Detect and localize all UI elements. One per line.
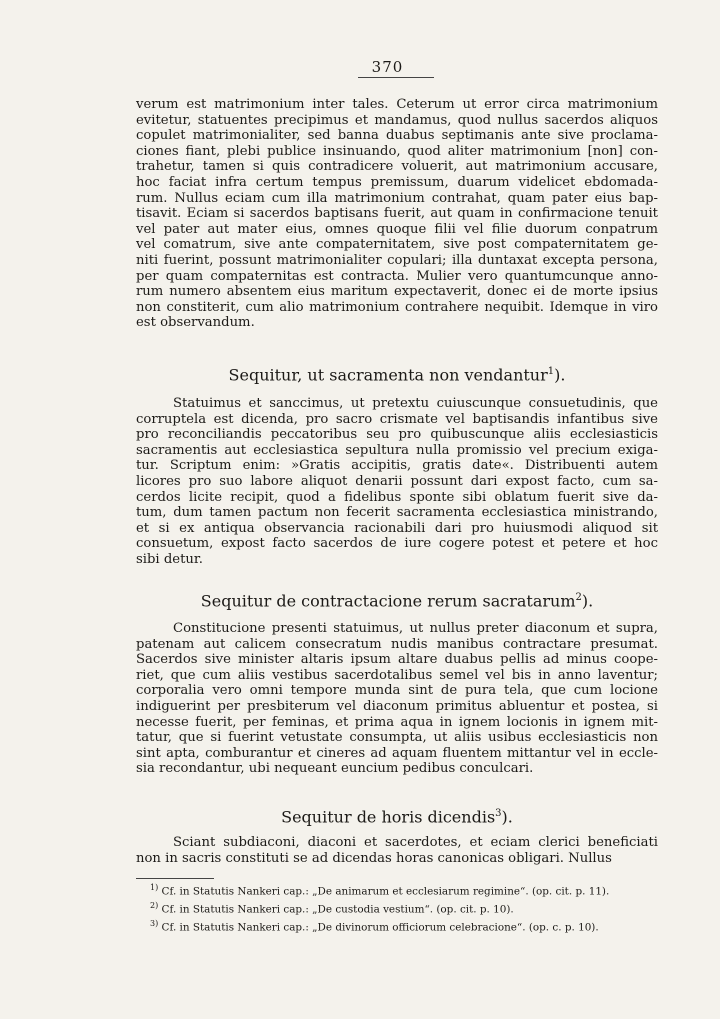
heading-horis-close: ). (501, 807, 513, 827)
footnote-mark: 2) (150, 901, 159, 911)
text-line: patenam aut calicem consecratum nudis manibus contractare presumat. (136, 636, 658, 652)
text-line: consuetum, expost facto sacerdos de iure cogere potest et petere et hoc (136, 536, 658, 552)
footnote-text: Cf. in Statutis Nankeri cap.: „De animarum et ecclesiarum regimine“. (op. cit. p. 11). (158, 885, 610, 898)
page-number-rule (358, 77, 434, 78)
footnote (150, 881, 670, 899)
heading-contractacione-close: ). (581, 591, 594, 611)
text-line: Constitucione presenti statuimus, ut nullus preter diaconum et supra, (173, 621, 658, 636)
footnote (150, 917, 670, 935)
text-line: rum. Nullus eciam cum illa matrimonium contrahat, quam pater eius bap- (136, 190, 658, 206)
text-line: copulet matrimonialiter, sed banna duabus septimanis ante sive proclama- (136, 128, 658, 144)
text-line: tur. Scriptum enim: »Gratis accipitis, gratis date«. Distribuenti autem (136, 458, 658, 474)
heading-sacramenta-close: ). (554, 365, 566, 385)
paragraph-contractacione (136, 621, 658, 777)
text-line: vel comatrum, sive ante compaternitatem, sive post compaternitatem ge- (136, 237, 658, 253)
heading-sacramenta-text: Sequitur, ut sacramenta non vendantur (228, 365, 548, 385)
footnote-text: Cf. in Statutis Nankeri cap.: „De divinorum officiorum celebracione“. (op. c. p. 10). (158, 921, 599, 934)
footnote (150, 899, 670, 917)
text-line: rum numero absentem eius maritum expectaverit, donec ei de morte ipsius (136, 284, 658, 300)
text-line: pro reconciliandis peccatoribus seu pro quibuscunque aliis ecclesiasticis (136, 427, 658, 443)
footnote-rule (136, 878, 214, 879)
text-line: riet, que cum aliis vestibus sacerdotalibus semel vel bis in anno laventur; (136, 667, 658, 683)
text-line: corporalia vero omni tempore munda sint de pura tela, que cum locione (136, 683, 658, 699)
text-line: non constiterit, cum alio matrimonium contrahere nequibit. Idemque in viro (136, 299, 658, 315)
text-line: et si ex antiqua observancia racionabili dari pro huiusmodi aliquod sit (136, 520, 658, 536)
text-line: tisavit. Eciam si sacerdos baptisans fuerit, aut quam in confirmacione tenuit (136, 206, 658, 222)
page-number: 370 (371, 58, 404, 76)
heading-contractacione-note: 2 (575, 592, 582, 603)
text-line: evitetur, statuentes precipimus et mandamus, quod nullus sacerdos aliquos (136, 112, 658, 128)
text-line: licores pro suo labore aliquot denarii possunt dari expost facto, cum sa- (136, 473, 658, 489)
paragraph-horis (136, 835, 658, 866)
text-line: cerdos licite recipit, quod a fidelibus sponte sibi oblatum fuerit sive da- (136, 489, 658, 505)
text-line: sacramentis aut ecclesiastica sepultura nulla promissio vel precium exiga- (136, 442, 658, 458)
heading-horis-text: Sequitur de horis dicendis (281, 807, 496, 827)
text-line: necesse fuerit, per feminas, et prima aqua in ignem locionis in ignem mit- (136, 714, 658, 730)
heading-contractacione (136, 588, 658, 611)
paragraph-marriage (136, 97, 658, 331)
text-line: tum, dum tamen pactum non fecerit sacramenta ecclesiastica ministrando, (136, 505, 658, 521)
footnote-mark: 3) (150, 919, 159, 929)
text-line: sia recondantur, ubi nequeant euncium pedibus conculcari. (136, 761, 534, 777)
text-line: Statuimus et sanccimus, ut pretextu cuiuscunque consuetudinis, que (173, 396, 658, 411)
heading-contractacione-text: Sequitur de contractacione rerum sacratarum (200, 591, 576, 611)
heading-horis (136, 804, 658, 827)
text-line: verum est matrimonium inter tales. Ceterum ut error circa matrimonium (136, 97, 658, 112)
heading-sacramenta-note: 1 (547, 366, 555, 377)
heading-horis-note: 3 (495, 808, 502, 819)
text-line: Sciant subdiaconi, diaconi et sacerdotes, et eciam clerici beneficiati (173, 835, 658, 850)
text-line: sint apta, comburantur et cineres ad aquam fluentem mittantur vel in eccle- (136, 745, 658, 761)
text-line: vel pater aut mater eius, omnes quoque filii vel filie duorum conpatrum (136, 221, 658, 237)
heading-sacramenta (136, 362, 658, 385)
text-line: per quam compaternitas est contracta. Mulier vero quantumcunque anno- (136, 268, 658, 284)
text-line: ciones fiant, plebi publice insinuando, quod aliter matrimonium [non] con- (136, 143, 658, 159)
text-line: corruptela est dicenda, pro sacro crismate vel baptisandis infantibus sive (136, 411, 658, 427)
text-line: indiguerint per presbiterum vel diaconum primitus abluentur et postea, si (136, 698, 658, 714)
footnote-text: Cf. in Statutis Nankeri cap.: „De custodia vestium“. (op. cit. p. 10). (158, 903, 514, 916)
footnotes (150, 881, 670, 935)
text-line: niti fuerint, possunt matrimonialiter copulari; illa duntaxat excepta persona, (136, 252, 658, 268)
text-line: est observandum. (136, 315, 255, 331)
text-line: hoc faciat infra certum tempus premissum, duarum videlicet ebdomada- (136, 174, 658, 190)
text-line: trahetur, tamen si quis contradicere voluerit, aut matrimonium accusare, (136, 159, 658, 175)
text-line: Sacerdos sive minister altaris ipsum altare duabus pellis ad minus coope- (136, 652, 658, 668)
paragraph-sacramenta (136, 396, 658, 568)
footnote-mark: 1) (150, 883, 159, 892)
text-line: sibi detur. (136, 551, 203, 567)
text-line: tatur, que si fuerint vetustate consumpta, ut aliis usibus ecclesiasticis non (136, 730, 658, 746)
text-line: non in sacris constituti se ad dicendas horas canonicas obligari. Nullus (136, 850, 612, 866)
